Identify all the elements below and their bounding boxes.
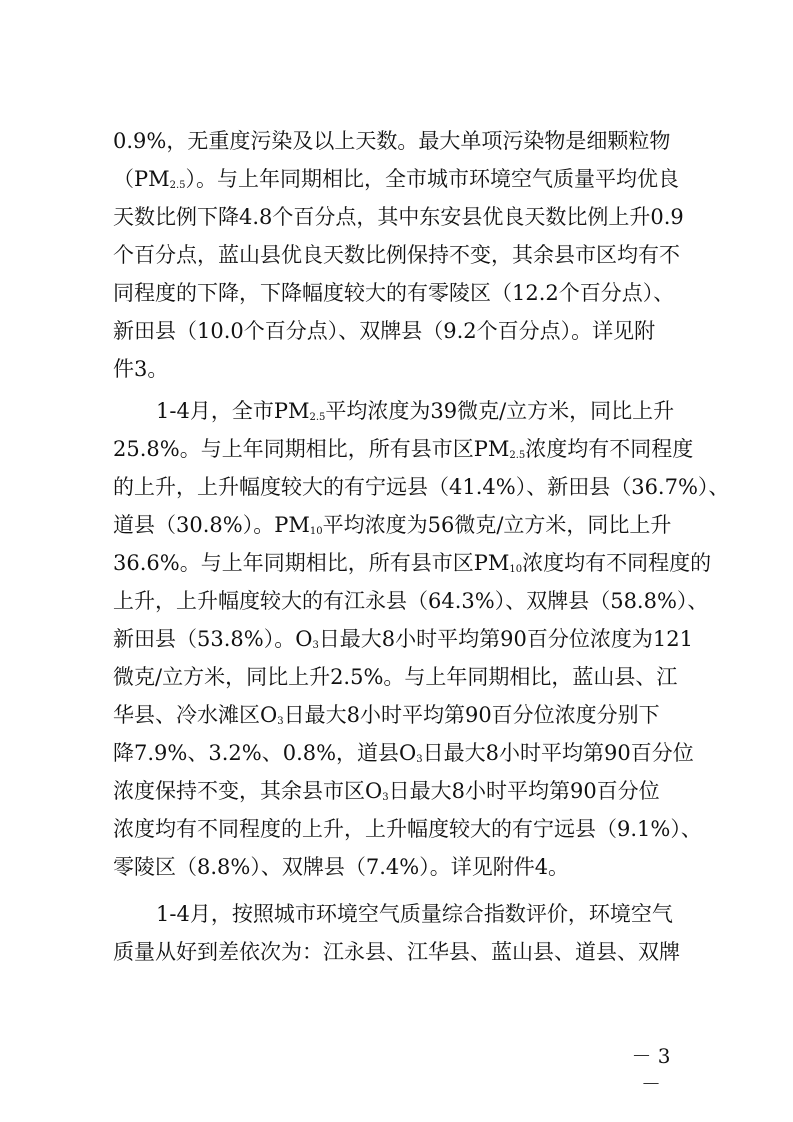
text-line: 降7.9%、3.2%、0.8%，道县$O_3$日最大8小时平均第90百分位 bbox=[113, 741, 694, 765]
text-line: 微克/立方米，同比上升2.5%。与上年同期相比，蓝山县、江 bbox=[113, 665, 678, 689]
text-line: 件3。 bbox=[113, 357, 169, 381]
text-line: 浓度均有不同程度的上升，上升幅度较大的有宁远县（9.1%）、 bbox=[113, 817, 702, 841]
text-line: 新田县（10.0个百分点）、双牌县（9.2个百分点）。详见附 bbox=[113, 319, 656, 343]
text-line: 1-4月，全市$PM_{2.5}$平均浓度为39微克/立方米，同比上升 bbox=[156, 399, 675, 423]
text-line: 天数比例下降4.8个百分点，其中东安县优良天数比例上升0.9 bbox=[113, 205, 684, 229]
text-line: 质量从好到差依次为：江永县、江华县、蓝山县、道县、双牌 bbox=[113, 940, 680, 964]
text-line: 新田县（53.8%）。$O_3$日最大8小时平均第90百分位浓度为121 bbox=[113, 627, 693, 651]
text-line: 25.8%。与上年同期相比，所有县市区$PM_{2.5}$浓度均有不同程度 bbox=[113, 437, 694, 461]
page-number: － 3 － bbox=[631, 1044, 671, 1096]
text-line: 0.9%，无重度污染及以上天数。最大单项污染物是细颗粒物 bbox=[113, 129, 671, 153]
text-line: 浓度保持不变，其余县市区$O_3$日最大8小时平均第90百分位 bbox=[113, 779, 660, 803]
text-line: 上升，上升幅度较大的有江永县（64.3%）、双牌县（58.8%）、 bbox=[113, 589, 709, 613]
text-line: 1-4月，按照城市环境空气质量综合指数评价，环境空气 bbox=[156, 902, 673, 926]
text-line: 36.6%。与上年同期相比，所有县市区$PM_{10}$浓度均有不同程度的 bbox=[113, 551, 712, 575]
text-line: $(PM_{2.5})$。与上年同期相比，全市城市环境空气质量平均优良 bbox=[113, 167, 680, 191]
text-line: 同程度的下降，下降幅度较大的有零陵区（12.2个百分点）、 bbox=[113, 281, 675, 305]
text-line: 个百分点，蓝山县优良天数比例保持不变，其余县市区均有不 bbox=[113, 243, 680, 267]
text-line: 零陵区（8.8%）、双牌县（7.4%）。详见附件4。 bbox=[113, 855, 570, 879]
text-line: 的上升，上升幅度较大的有宁远县（41.4%）、新田县（36.7%）、 bbox=[113, 475, 730, 499]
text-line: 华县、冷水滩区$O_3$日最大8小时平均第90百分位浓度分别下 bbox=[113, 703, 660, 727]
text-line: 道县（30.8%）。$PM_{10}$平均浓度为56微克/立方米，同比上升 bbox=[113, 513, 672, 537]
